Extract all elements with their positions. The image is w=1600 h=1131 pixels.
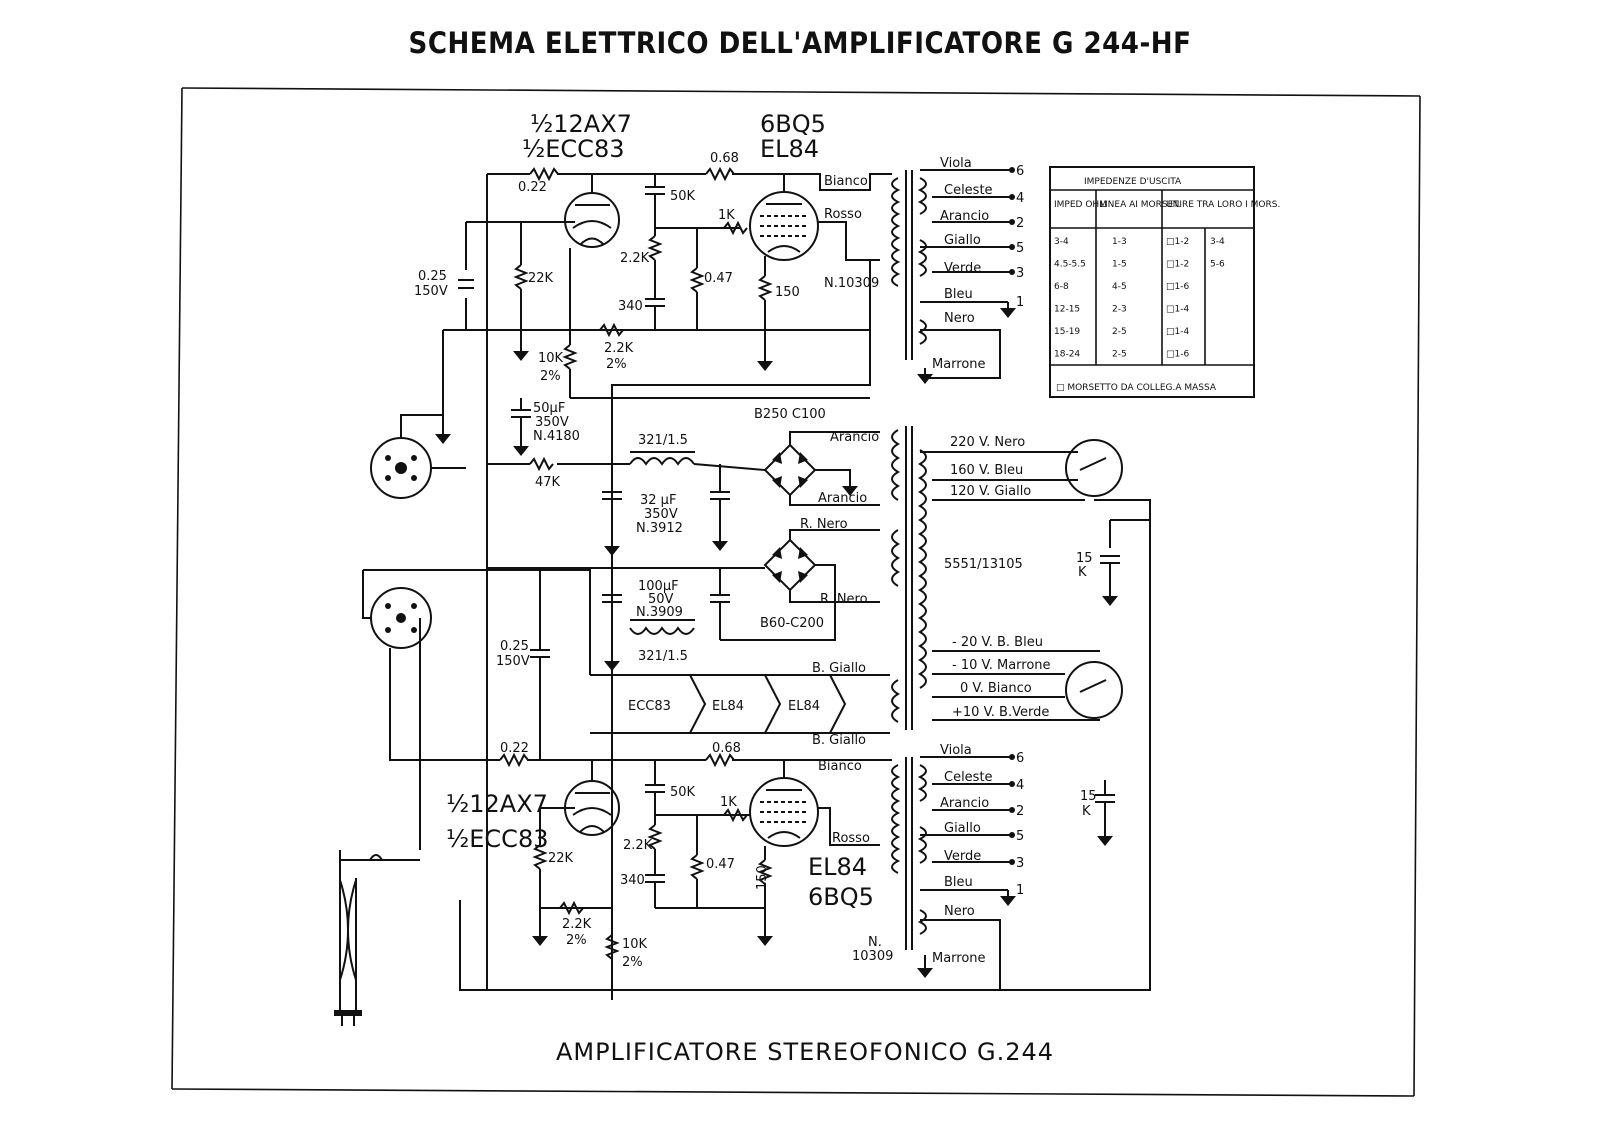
- rectifier-bridge-1: [765, 445, 815, 495]
- label-r-plate-bot: 2.2K: [623, 838, 653, 853]
- label-sec-top-5: Bleu: [944, 287, 973, 302]
- label-sec-bot-1: Celeste: [944, 770, 993, 785]
- power-transformer: [892, 426, 926, 730]
- label-r-grid-leak-bot: 22K: [548, 851, 574, 866]
- mains-plug-icon: [334, 850, 420, 1026]
- label-sec-top-2: Arancio: [940, 209, 990, 224]
- label-r10k-bot: 10K: [622, 937, 648, 952]
- label-r-cath-bot: 150: [755, 865, 770, 890]
- label-r-cath-top: 150: [775, 285, 800, 300]
- term-top-2: 2: [1016, 216, 1025, 231]
- label-cap-15k-k: K: [1078, 565, 1087, 580]
- label-sec-bot-0: Viola: [940, 743, 972, 758]
- impedance-cell: 1-3: [1112, 237, 1127, 247]
- impedance-header-2: UNIRE TRA LORO I MORS.: [1166, 200, 1281, 210]
- label-cap-mid-v: 150V: [496, 654, 530, 669]
- term-bot-0: 6: [1016, 751, 1025, 766]
- bias-selector: [1066, 662, 1122, 718]
- impedance-cell: □1-2: [1166, 259, 1190, 270]
- tube-label-pre-bot-1: ½12AX7: [446, 790, 548, 818]
- label-cap-50: 50μF: [533, 401, 566, 416]
- label-cap-32: 32 μF: [640, 493, 677, 508]
- voltage-selector-top: [1066, 440, 1122, 496]
- label-r-fb-bot: 0.68: [712, 741, 741, 756]
- impedance-cell: 18-24: [1054, 349, 1081, 360]
- label-rect2: B60-C200: [760, 616, 825, 631]
- impedance-cell: □1-6: [1166, 282, 1190, 292]
- frame-border: [172, 88, 1420, 1096]
- impedance-cell: 3-4: [1210, 237, 1225, 247]
- term-top-5: 1: [1016, 295, 1025, 310]
- label-r-grid-bot: 1K: [720, 795, 737, 810]
- label-bias-plus10: +10 V. B.Verde: [952, 705, 1050, 720]
- label-bgiallo-1: B. Giallo: [812, 661, 867, 676]
- term-top-1: 4: [1016, 191, 1025, 206]
- label-bianco-top: Bianco: [824, 174, 868, 189]
- label-sec-top-4: Verde: [944, 261, 982, 276]
- term-bot-5: 1: [1016, 883, 1025, 898]
- label-cap-50-v: 350V: [535, 415, 569, 430]
- label-cap-couple-bot: 50K: [670, 785, 696, 800]
- term-bot-4: 3: [1016, 856, 1025, 871]
- label-sec-top-3: Giallo: [944, 233, 981, 248]
- label-cap-32-n: N.3912: [636, 521, 683, 536]
- label-cap-50-n: N.4180: [533, 429, 580, 444]
- label-r-in-bot: 0.22: [500, 741, 529, 756]
- label-cap-340-top: 340: [618, 299, 643, 314]
- term-bot-3: 5: [1016, 829, 1025, 844]
- label-sec-bot-5: Bleu: [944, 875, 973, 890]
- impedance-cell: 2-5: [1112, 327, 1127, 337]
- impedance-cell: 2-5: [1112, 349, 1127, 360]
- tube-label-out-bot-1: EL84: [808, 853, 868, 881]
- label-cap-in: 0.25: [418, 269, 447, 284]
- label-sec-bot-6: Nero: [944, 904, 975, 919]
- label-sec-top-1: Celeste: [944, 183, 993, 198]
- label-r22k-b-top: 2.2K: [604, 341, 634, 356]
- label-r-fb-top: 0.68: [710, 151, 739, 166]
- label-r10k-tol-top: 2%: [540, 369, 561, 384]
- tube-label-out-top-2: EL84: [760, 135, 820, 163]
- label-r-plate-top: 2.2K: [620, 251, 650, 266]
- label-sec-top-0: Viola: [940, 156, 972, 171]
- tube-label-out-top-1: 6BQ5: [760, 110, 826, 138]
- label-primary-160: 160 V. Bleu: [950, 463, 1024, 478]
- impedance-cell: 1-5: [1112, 259, 1127, 270]
- tube-label-pre-bot-2: ½ECC83: [446, 825, 549, 853]
- tube-label-pre-top-2: ½ECC83: [522, 135, 625, 163]
- impedance-header-1: LINEA AI MORSET.: [1100, 200, 1181, 210]
- output-transformer-bottom: [892, 757, 926, 950]
- term-top-0: 6: [1016, 164, 1025, 179]
- impedance-cell: 12-15: [1054, 304, 1081, 315]
- label-primary-120: 120 V. Giallo: [950, 484, 1032, 499]
- label-xfmr-top: N.10309: [824, 276, 880, 291]
- label-choke2: 321/1.5: [638, 649, 688, 664]
- label-cap-15k-bot: 15: [1080, 789, 1097, 804]
- label-heater-el84-1: EL84: [712, 699, 744, 714]
- rectifier-bridge-2: [765, 540, 815, 590]
- label-xfmr-bot-1: N.: [868, 935, 882, 950]
- label-cap-15k-k-bot: K: [1082, 804, 1091, 819]
- label-rosso-bot: Rosso: [832, 831, 870, 846]
- label-bgiallo-2: B. Giallo: [812, 733, 867, 748]
- label-xfmr-bot-2: 10309: [852, 949, 894, 964]
- impedance-cell: 6-8: [1054, 282, 1069, 292]
- term-bot-1: 4: [1016, 778, 1025, 793]
- label-r-mid-top: 0.47: [704, 271, 733, 286]
- label-r22k-b-tol-top: 2%: [606, 357, 627, 372]
- label-cap-100-v: 50V: [648, 592, 674, 607]
- label-sec-top-6: Nero: [944, 311, 975, 326]
- label-cap-15k: 15: [1076, 551, 1093, 566]
- label-r10k-top: 10K: [538, 351, 564, 366]
- label-cap-mid: 0.25: [500, 639, 529, 654]
- label-r-grid-top: 1K: [718, 208, 735, 223]
- label-sec-bot-2: Arancio: [940, 796, 990, 811]
- label-cap-100: 100μF: [638, 579, 679, 594]
- label-sec-bot-3: Giallo: [944, 821, 981, 836]
- impedance-cell: 3-4: [1054, 237, 1069, 247]
- impedance-cell: 4.5-5.5: [1054, 259, 1086, 270]
- label-choke: 321/1.5: [638, 433, 688, 448]
- impedance-table-rows: [1054, 237, 1225, 360]
- impedance-table-title: IMPEDENZE D'USCITA: [1084, 177, 1182, 187]
- label-heater-el84-2: EL84: [788, 699, 820, 714]
- label-rect1: B250 C100: [754, 407, 826, 422]
- page-title: SCHEMA ELETTRICO DELL'AMPLIFICATORE G 244-HF: [408, 26, 1192, 60]
- label-cap-100-n: N.3909: [636, 605, 683, 620]
- label-r22k-b-tol-bot: 2%: [566, 933, 587, 948]
- label-rnero-1: R. Nero: [800, 517, 848, 532]
- impedance-footnote: □ MORSETTO DA COLLEG.A MASSA: [1056, 383, 1217, 393]
- label-sec-bot-7: Marrone: [932, 951, 986, 966]
- label-bianco-bot: Bianco: [818, 759, 862, 774]
- label-arancio-1: Arancio: [830, 430, 880, 445]
- label-heater-ecc83: ECC83: [628, 699, 671, 714]
- impedance-cell: □1-4: [1166, 327, 1190, 337]
- label-r10k-tol-bot: 2%: [622, 955, 643, 970]
- impedance-cell: □1-2: [1166, 237, 1190, 247]
- impedance-cell: 5-6: [1210, 259, 1225, 270]
- term-top-4: 3: [1016, 266, 1025, 281]
- label-r-in-top: 0.22: [518, 180, 547, 195]
- label-r47k: 47K: [535, 475, 561, 490]
- output-transformer-top: [892, 170, 926, 360]
- label-r-grid-leak-top: 22K: [528, 271, 554, 286]
- label-rosso-top: Rosso: [824, 207, 862, 222]
- term-bot-2: 2: [1016, 804, 1025, 819]
- impedance-cell: □1-6: [1166, 349, 1190, 360]
- label-bias-0: 0 V. Bianco: [960, 681, 1032, 696]
- impedance-cell: □1-4: [1166, 304, 1190, 315]
- impedance-cell: 15-19: [1054, 327, 1081, 337]
- label-arancio-2: Arancio: [818, 491, 868, 506]
- tube-label-out-bot-2: 6BQ5: [808, 883, 874, 911]
- label-cap-32-v: 350V: [644, 507, 678, 522]
- label-cap-340-bot: 340: [620, 873, 645, 888]
- term-top-3: 5: [1016, 241, 1025, 256]
- tube-label-pre-top-1: ½12AX7: [530, 110, 632, 138]
- label-cap-in-v: 150V: [414, 284, 448, 299]
- label-r22k-b-bot: 2.2K: [562, 917, 592, 932]
- impedance-cell: 4-5: [1112, 282, 1127, 292]
- impedance-header-0: IMPED OHM: [1054, 200, 1107, 210]
- impedance-cell: 2-3: [1112, 304, 1127, 315]
- top-channel: [443, 167, 1016, 1000]
- diagram-caption: AMPLIFICATORE STEREOFONICO G.244: [555, 1038, 1055, 1066]
- label-r-mid-bot: 0.47: [706, 857, 735, 872]
- label-bias-20: - 20 V. B. Bleu: [952, 635, 1043, 650]
- label-bias-10: - 10 V. Marrone: [952, 658, 1051, 673]
- label-cap-couple-top: 50K: [670, 189, 696, 204]
- label-sec-top-7: Marrone: [932, 357, 986, 372]
- label-rnero-2: R. Nero: [820, 592, 868, 607]
- label-primary-220: 220 V. Nero: [950, 435, 1026, 450]
- label-power-xfmr: 5551/13105: [944, 557, 1023, 572]
- label-sec-bot-4: Verde: [944, 849, 982, 864]
